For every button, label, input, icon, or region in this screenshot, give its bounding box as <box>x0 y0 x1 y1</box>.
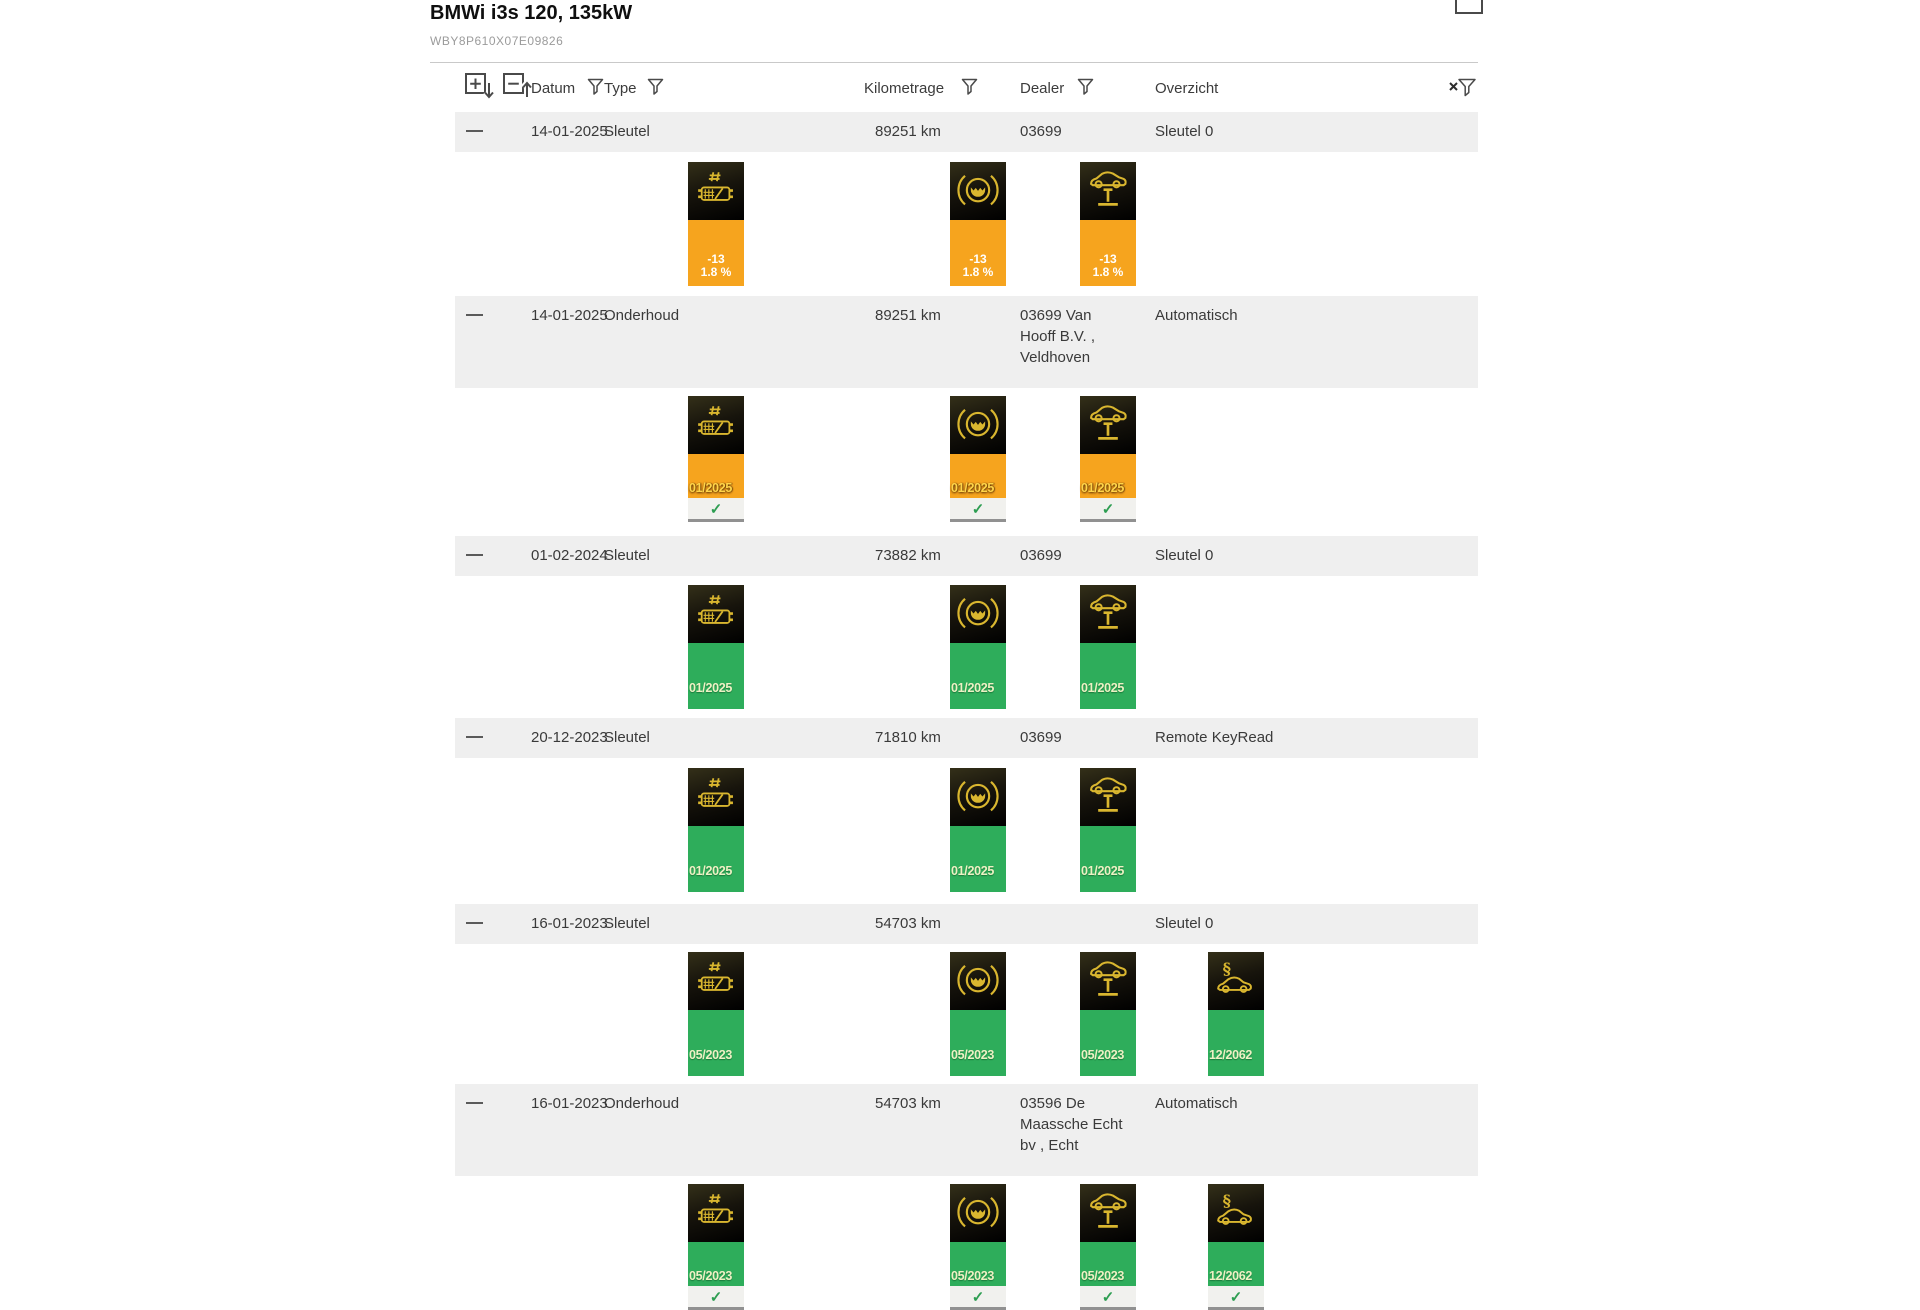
collapse-row-icon[interactable] <box>466 130 483 132</box>
cbs-date-label: 01/2025 <box>689 481 733 495</box>
cbs-date-label: 05/2023 <box>951 1269 995 1283</box>
service-row[interactable] <box>455 536 1478 576</box>
cbs-indicator <box>1080 768 1136 892</box>
row-kilometrage: 54703 km <box>875 915 941 932</box>
cbs-state-block <box>1080 454 1136 498</box>
confirmed-check-icon: ✓ <box>1080 1286 1136 1310</box>
row-kilometrage: 89251 km <box>875 307 941 324</box>
vehicle-check-icon <box>1080 1184 1136 1242</box>
cbs-date-label: 01/2025 <box>951 681 995 695</box>
page-title: BMWi i3s 120, 135kW <box>430 2 633 24</box>
row-date: 16-01-2023 <box>531 1095 608 1112</box>
collapse-row-icon[interactable] <box>466 554 483 556</box>
cbs-indicator <box>688 585 744 709</box>
cbs-state-block <box>1080 1242 1136 1286</box>
legal-inspection-icon <box>1208 952 1264 1010</box>
clear-filters-icon[interactable] <box>1444 77 1480 101</box>
battery-filter-icon <box>688 768 744 826</box>
vehicle-check-icon <box>1080 162 1136 220</box>
cbs-state-block <box>1080 220 1136 286</box>
row-date: 14-01-2025 <box>531 307 608 324</box>
column-header-dealer: Dealer <box>1020 80 1065 97</box>
cbs-state-block <box>950 454 1006 498</box>
collapse-row-icon[interactable] <box>466 1102 483 1104</box>
cbs-state-block <box>1080 826 1136 892</box>
cbs-date-label: 01/2025 <box>689 681 733 695</box>
cbs-state-block <box>1080 643 1136 709</box>
header-divider <box>430 62 1478 63</box>
row-kilometrage: 73882 km <box>875 547 941 564</box>
cbs-indicator <box>950 768 1006 892</box>
cbs-state-block <box>688 826 744 892</box>
vehicle-check-icon <box>1080 396 1136 454</box>
cbs-state-block <box>688 1242 744 1286</box>
collapse-row-icon[interactable] <box>466 922 483 924</box>
confirmed-check-icon: ✓ <box>950 1286 1006 1310</box>
cbs-indicator <box>688 1184 744 1310</box>
battery-filter-icon <box>688 585 744 643</box>
brake-warning-icon <box>950 396 1006 454</box>
cbs-date-label: 01/2025 <box>1081 681 1125 695</box>
row-date: 20-12-2023 <box>531 729 608 746</box>
service-row[interactable] <box>455 904 1478 944</box>
battery-filter-icon <box>688 952 744 1010</box>
battery-filter-icon <box>688 162 744 220</box>
deviation-badge: -13 1.8 % <box>700 252 732 279</box>
row-type: Sleutel <box>604 547 650 564</box>
cbs-date-label: 12/2062 <box>1209 1048 1253 1062</box>
deviation-badge: -13 1.8 % <box>962 252 994 279</box>
vehicle-check-icon <box>1080 585 1136 643</box>
cbs-date-label: 05/2023 <box>1081 1269 1125 1283</box>
row-kilometrage: 71810 km <box>875 729 941 746</box>
cbs-indicator <box>950 585 1006 709</box>
cbs-indicator <box>688 952 744 1076</box>
svg-text:§: § <box>1222 958 1232 978</box>
cbs-date-label: 05/2023 <box>689 1269 733 1283</box>
cbs-date-label: 01/2025 <box>951 864 995 878</box>
battery-filter-icon <box>688 396 744 454</box>
cbs-date-label: 01/2025 <box>1081 481 1125 495</box>
filter-datum-icon[interactable] <box>584 77 606 99</box>
column-header-kilometrage: Kilometrage <box>864 80 945 97</box>
collapse-row-icon[interactable] <box>466 314 483 316</box>
cbs-state-block <box>688 454 744 498</box>
cbs-indicator <box>688 396 744 522</box>
cbs-indicator <box>1080 162 1136 286</box>
confirmed-check-icon: ✓ <box>950 498 1006 522</box>
cbs-state-block <box>950 1010 1006 1076</box>
cbs-state-block <box>688 1010 744 1076</box>
row-overview: Automatisch <box>1155 1095 1238 1112</box>
row-type: Onderhoud <box>604 1095 680 1112</box>
row-overview: Sleutel 0 <box>1155 123 1214 140</box>
brake-warning-icon <box>950 952 1006 1010</box>
service-row[interactable] <box>455 296 1478 388</box>
cbs-indicator <box>1208 952 1264 1076</box>
row-dealer: 03699 <box>1020 729 1062 746</box>
brake-warning-icon <box>950 1184 1006 1242</box>
cbs-date-label: 05/2023 <box>951 1048 995 1062</box>
cbs-indicator <box>1208 1184 1264 1310</box>
cbs-state-block <box>950 826 1006 892</box>
row-type: Sleutel <box>604 915 650 932</box>
battery-filter-icon <box>688 1184 744 1242</box>
legal-inspection-icon <box>1208 1184 1264 1242</box>
row-dealer: 03699 <box>1020 123 1062 140</box>
filter-kilometrage-icon[interactable] <box>958 77 980 99</box>
column-header-overzicht: Overzicht <box>1155 80 1219 97</box>
vehicle-check-icon <box>1080 952 1136 1010</box>
cbs-indicator <box>950 162 1006 286</box>
vehicle-check-icon <box>1080 768 1136 826</box>
filter-type-icon[interactable] <box>644 77 666 99</box>
row-date: 01-02-2024 <box>531 547 608 564</box>
cbs-state-block <box>688 643 744 709</box>
row-kilometrage: 54703 km <box>875 1095 941 1112</box>
cbs-state-block <box>688 220 744 286</box>
column-header-datum: Datum <box>531 80 576 97</box>
row-overview: Automatisch <box>1155 307 1238 324</box>
cbs-date-label: 12/2062 <box>1209 1269 1253 1283</box>
cbs-state-block <box>950 220 1006 286</box>
row-type: Sleutel <box>604 729 650 746</box>
row-date: 14-01-2025 <box>531 123 608 140</box>
brake-warning-icon <box>950 162 1006 220</box>
cbs-indicator <box>1080 952 1136 1076</box>
cbs-state-block <box>950 643 1006 709</box>
column-header-type: Type <box>604 80 637 97</box>
svg-text:§: § <box>1222 1190 1232 1210</box>
cbs-state-block <box>950 1242 1006 1286</box>
cbs-indicator <box>1080 396 1136 522</box>
row-overview: Sleutel 0 <box>1155 915 1214 932</box>
cbs-date-label: 01/2025 <box>1081 864 1125 878</box>
row-dealer: 03699 <box>1020 547 1062 564</box>
brake-warning-icon <box>950 768 1006 826</box>
cbs-indicator <box>950 952 1006 1076</box>
row-kilometrage: 89251 km <box>875 123 941 140</box>
cbs-indicator <box>688 162 744 286</box>
confirmed-check-icon: ✓ <box>688 1286 744 1310</box>
cbs-date-label: 01/2025 <box>689 864 733 878</box>
cbs-indicator <box>950 396 1006 522</box>
row-dealer: 03699 Van Hooff B.V. , Veldhoven <box>1020 307 1096 366</box>
collapse-all-button[interactable] <box>501 71 535 105</box>
cbs-indicator <box>688 768 744 892</box>
row-overview: Remote KeyRead <box>1155 729 1274 746</box>
cbs-state-block <box>1208 1242 1264 1286</box>
confirmed-check-icon: ✓ <box>1080 498 1136 522</box>
row-type: Sleutel <box>604 123 650 140</box>
brake-warning-icon <box>950 585 1006 643</box>
row-overview: Sleutel 0 <box>1155 547 1214 564</box>
deviation-badge: -13 1.8 % <box>1092 252 1124 279</box>
service-row[interactable] <box>455 1084 1478 1176</box>
cbs-indicator <box>950 1184 1006 1310</box>
row-type: Onderhoud <box>604 307 680 324</box>
cbs-state-block <box>1080 1010 1136 1076</box>
cbs-date-label: 05/2023 <box>1081 1048 1125 1062</box>
filter-dealer-icon[interactable] <box>1074 77 1096 99</box>
expand-all-button[interactable] <box>463 71 497 105</box>
service-row[interactable] <box>455 718 1478 758</box>
row-date: 16-01-2023 <box>531 915 608 932</box>
row-dealer: 03596 De Maassche Echt bv , Echt <box>1020 1095 1123 1154</box>
confirmed-check-icon: ✓ <box>688 498 744 522</box>
cbs-indicator <box>1080 585 1136 709</box>
service-row[interactable] <box>455 112 1478 152</box>
window-icon[interactable] <box>1455 0 1483 14</box>
cbs-state-block <box>1208 1010 1264 1076</box>
cbs-date-label: 01/2025 <box>951 481 995 495</box>
cbs-date-label: 05/2023 <box>689 1048 733 1062</box>
cbs-indicator <box>1080 1184 1136 1310</box>
vehicle-vin: WBY8P610X07E09826 <box>430 34 564 48</box>
confirmed-check-icon: ✓ <box>1208 1286 1264 1310</box>
collapse-row-icon[interactable] <box>466 736 483 738</box>
